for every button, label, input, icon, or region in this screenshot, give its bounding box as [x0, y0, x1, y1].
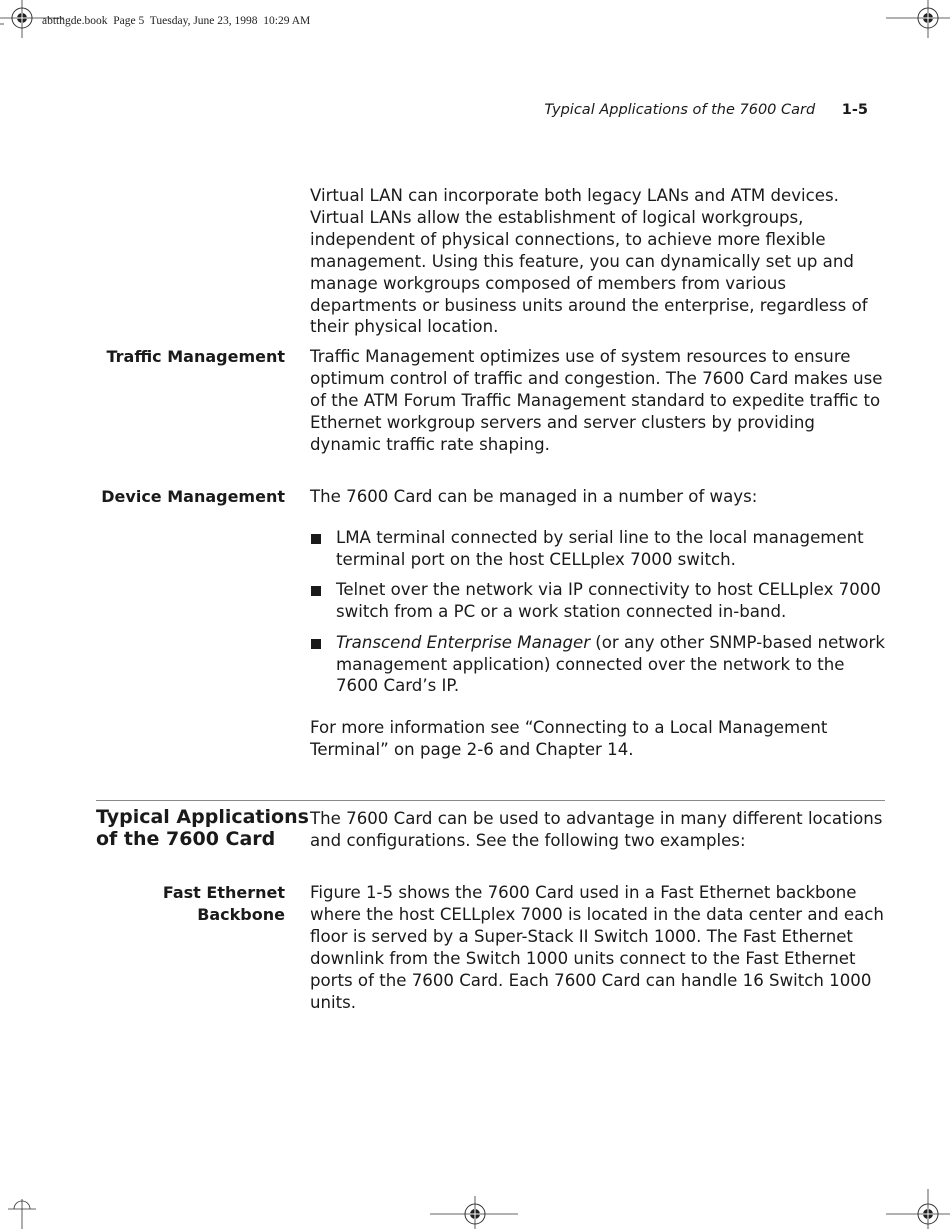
typical-applications-heading-line1: Typical Applications [96, 806, 309, 828]
list-item-text: LMA terminal connected by serial line to the local management terminal port on the host CELLplex 7000 switch. [336, 528, 864, 569]
device-management-heading: Device Management [101, 487, 285, 506]
list-item-text: Telnet over the network via IP connectivity to host CELLplex 7000 switch from a PC or a work station connected in-band. [336, 580, 881, 622]
registration-mark-top-right [880, 0, 950, 40]
running-header [544, 102, 868, 118]
traffic-management-body: Traffic Management optimizes use of system resources to ensure optimum control of traffic and congestion. The 7600 Card makes use of the ATM Forum Traffic Management standard to expedite traffic to Ethernet workgroup servers and server clusters by providing dynamic traffic rate shaping. [310, 347, 883, 454]
typical-applications-heading [96, 806, 309, 850]
device-management-intro: The 7600 Card can be managed in a number of ways: [310, 487, 758, 506]
list-item [310, 632, 885, 698]
registration-mark-bottom-center [430, 1196, 520, 1229]
page-number: 1-5 [841, 102, 868, 118]
square-bullet-icon [311, 586, 321, 596]
registration-mark-bottom-right [880, 1189, 950, 1229]
print-slug [42, 15, 310, 27]
fast-ethernet-heading [163, 882, 285, 926]
slug-date: Tuesday, June 23, 1998 [149, 15, 258, 27]
device-management-list [310, 527, 885, 706]
fast-ethernet-heading-line1: Fast Ethernet [162, 883, 285, 902]
fast-ethernet-heading-line2: Backbone [197, 905, 285, 924]
traffic-management-heading: Traffic Management [106, 347, 285, 366]
list-item [310, 527, 885, 571]
slug-file: abtthgde.book [42, 15, 108, 27]
list-item [310, 579, 885, 623]
list-item-text: (or any other SNMP-based network management application) connected over the network to the 7600 Card’s IP. [336, 632, 885, 696]
registration-mark-bottom-left [0, 1189, 50, 1229]
fast-ethernet-body: Figure 1-5 shows the 7600 Card used in a Fast Ethernet backbone where the host CELLplex 7000 is located in the data center and each floor is served by a Super-Stack II Switch 1000. The Fast Ethernet downlink from the Switch 1000 units connect to the Fast Ethernet ports of the 7600 Card. Each 7600 Card can handle 16 Switch 1000 units. [310, 883, 884, 1012]
more-info-paragraph: For more information see “Connecting to a Local Management Terminal” on page 2-6 and Chapter 14. [310, 718, 828, 759]
typical-applications-heading-line2: of the 7600 Card [96, 828, 276, 850]
product-name-italic: Transcend Enterprise Manager [336, 632, 591, 652]
typical-applications-body: The 7600 Card can be used to advantage in many different locations and configurations. See the following two examples: [310, 809, 883, 850]
square-bullet-icon [311, 639, 321, 649]
slug-time: 10:29 AM [263, 15, 311, 27]
slug-page: Page 5 [113, 15, 145, 27]
intro-paragraph: Virtual LAN can incorporate both legacy LANs and ATM devices. Virtual LANs allow the establishment of logical workgroups, independent of physical connections, to achieve more flexible management. Using this feature, you can dynamically set up and manage workgroups composed of members from various departments or business units around the enterprise, regardless of their physical location. [310, 186, 868, 337]
section-divider [96, 800, 885, 801]
running-header-title: Typical Applications of the 7600 Card [544, 102, 816, 118]
square-bullet-icon [311, 534, 321, 544]
